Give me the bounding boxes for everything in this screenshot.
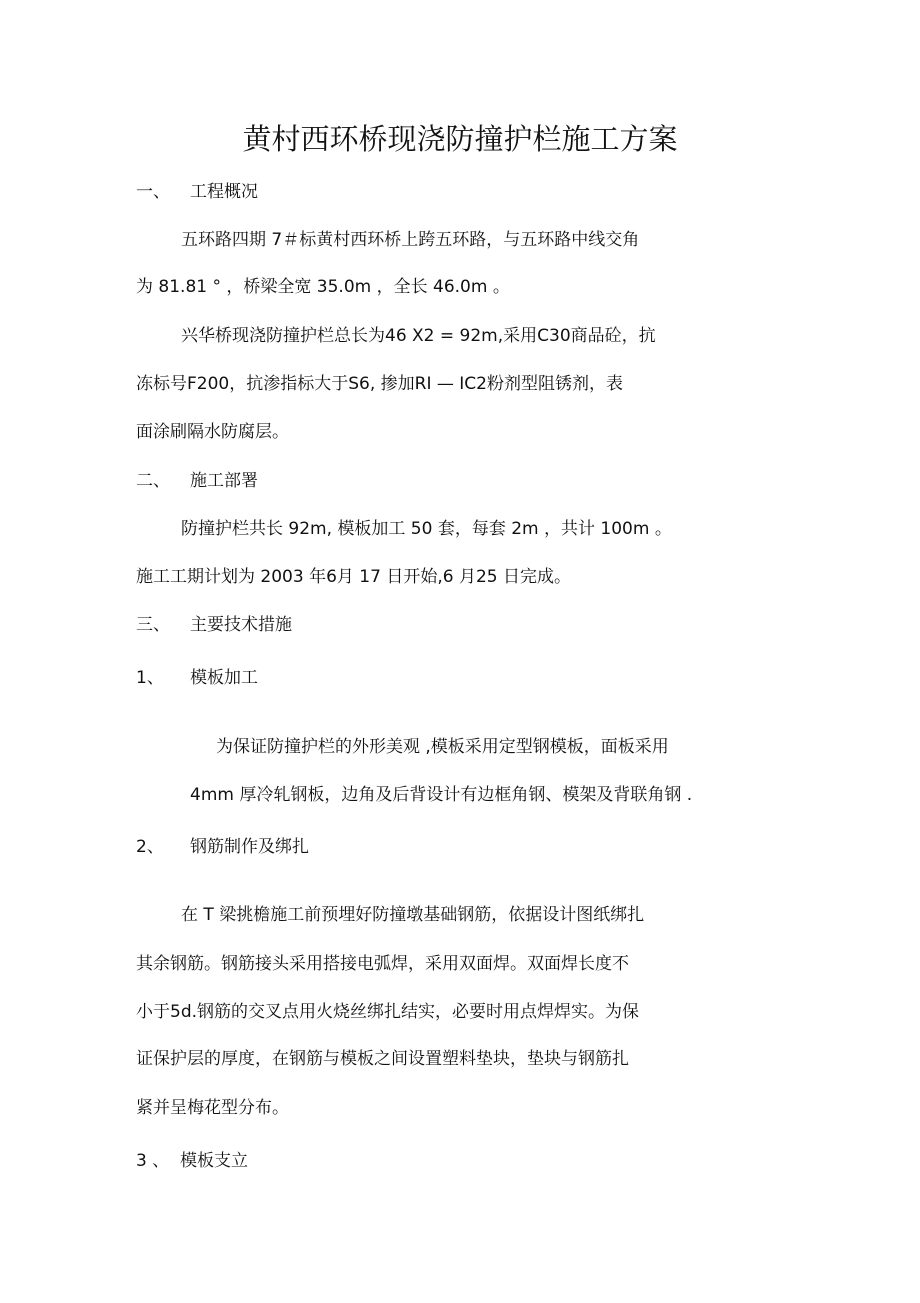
paragraph-line: 面涂刷隔水防腐层。 <box>136 422 289 442</box>
paragraph-line: 其余钢筋。钢筋接头采用搭接电弧焊，采用双面焊。双面焊长度不 <box>136 954 629 974</box>
section-heading-2: 施工部署 <box>190 471 258 491</box>
paragraph-line: 施工工期计划为 2003 年6月 17 日开始,6 月25 日完成。 <box>136 567 571 587</box>
paragraph-line: 在 T 梁挑檐施工前预埋好防撞墩基础钢筋，依据设计图纸绑扎 <box>181 905 645 925</box>
subsection-heading-3: 模板支立 <box>180 1151 248 1171</box>
subsection-number-3: 3 、 <box>136 1151 170 1171</box>
paragraph-line: 为 81.81 ° ，桥梁全宽 35.0m ，全长 46.0m 。 <box>136 277 510 297</box>
subsection-heading-2: 钢筋制作及绑扎 <box>190 837 309 857</box>
section-number-2: 二、 <box>136 471 170 491</box>
section-heading-3: 主要技术措施 <box>190 615 292 635</box>
paragraph-line: 防撞护栏共长 92m, 模板加工 50 套，每套 2m ，共计 100m 。 <box>181 519 672 539</box>
paragraph-line: 紧并呈梅花型分布。 <box>136 1098 289 1118</box>
subsection-number-1: 1、 <box>136 668 164 688</box>
section-heading-1: 工程概况 <box>190 182 258 202</box>
paragraph-line: 4mm 厚冷轧钢板，边角及后背设计有边框角钢、模架及背联角钢 . <box>190 785 693 805</box>
section-number-3: 三、 <box>136 615 170 635</box>
paragraph-line: 证保护层的厚度，在钢筋与模板之间设置塑料垫块，垫块与钢筋扎 <box>136 1049 629 1069</box>
paragraph-line: 五环路四期 7＃标黄村西环桥上跨五环路，与五环路中线交角 <box>181 230 640 250</box>
paragraph-line: 小于5d.钢筋的交叉点用火烧丝绑扎结实，必要时用点焊焊实。为保 <box>136 1002 640 1022</box>
paragraph-line: 兴华桥现浇防撞护栏总长为46 X2 = 92m,采用C30商品砼，抗 <box>181 326 656 346</box>
paragraph-line: 冻标号F200，抗渗指标大于S6, 掺加RI — IC2粉剂型阻锈剂，表 <box>136 374 623 394</box>
paragraph-line: 为保证防撞护栏的外形美观 ,模板采用定型钢模板，面板采用 <box>216 737 669 757</box>
subsection-heading-1: 模板加工 <box>190 668 258 688</box>
document-title: 黄村西环桥现浇防撞护栏施工方案 <box>242 122 678 156</box>
section-number-1: 一、 <box>136 182 170 202</box>
subsection-number-2: 2、 <box>136 837 164 857</box>
